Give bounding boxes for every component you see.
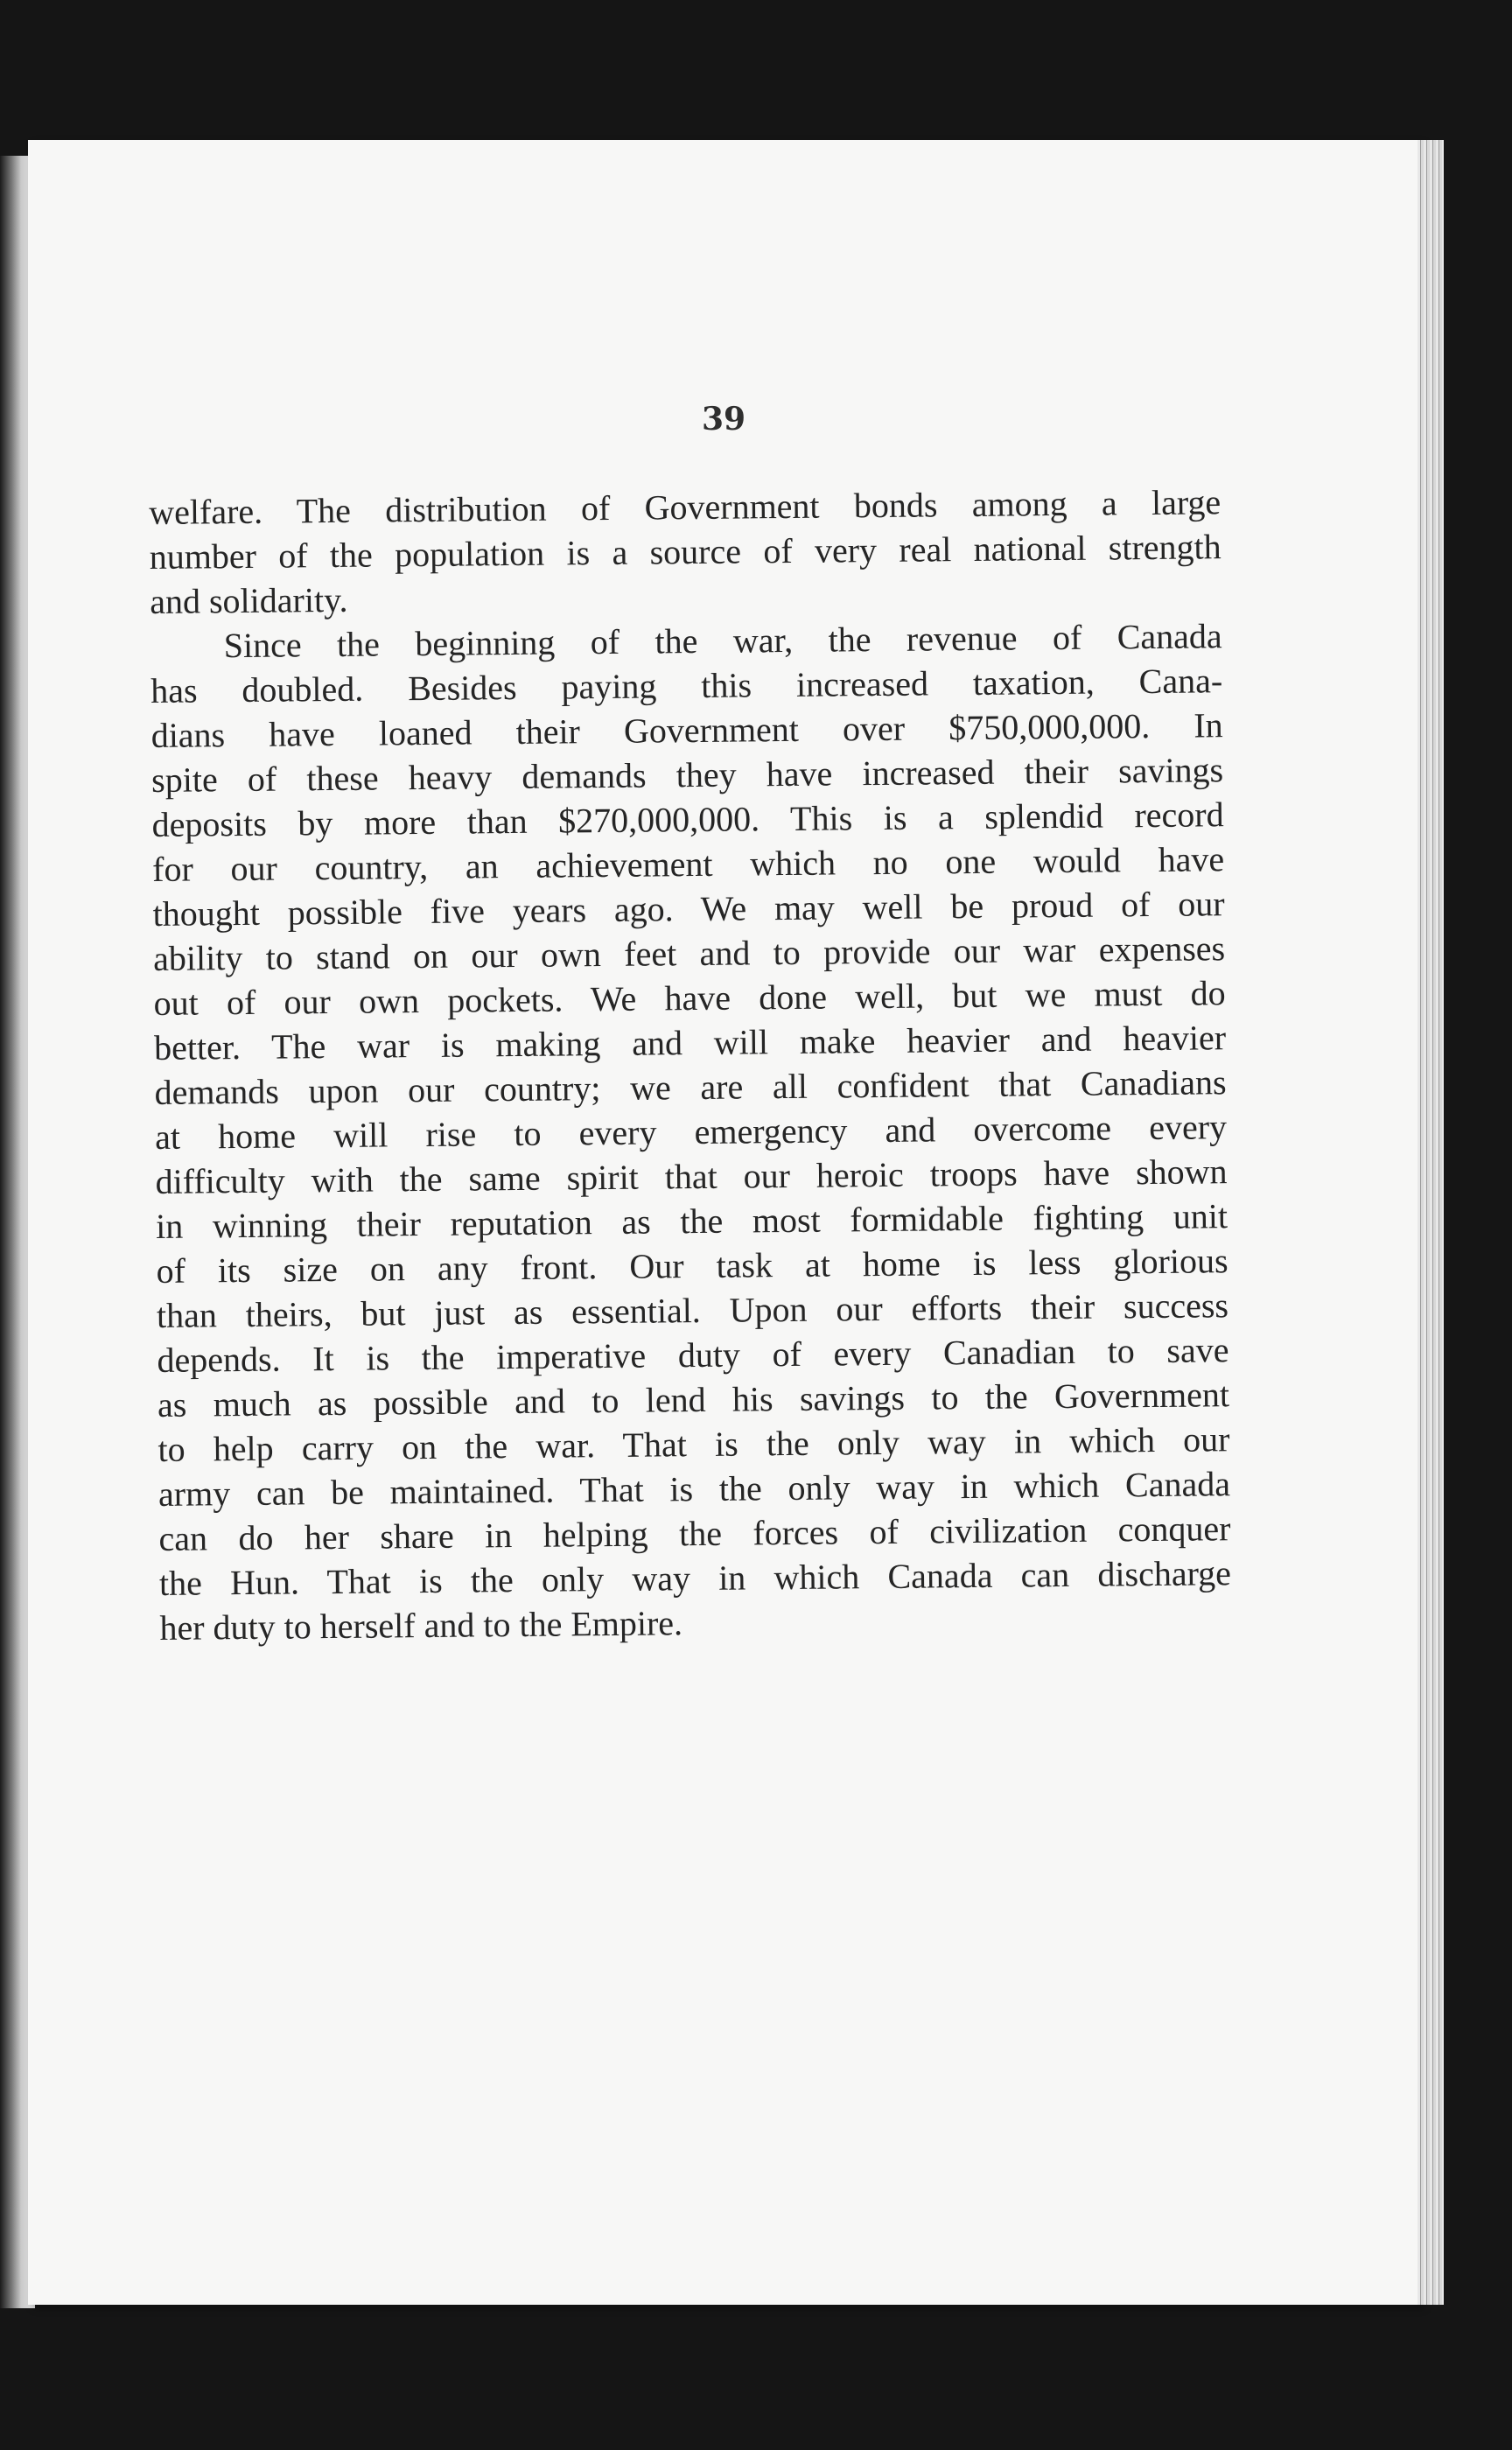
text-line: and solidarity. [150,579,348,621]
text-line: her duty to herself and to the Empire. [159,1603,683,1648]
text-line: as much as possible and to lend his savings to the Government [157,1375,1230,1424]
text-line: at home will rise to every emergency and overcome every [154,1107,1228,1157]
page-number: 39 [701,401,746,438]
text-line: in winning their reputation as the most formidable fighting unit [155,1196,1228,1246]
text-line: can do her share in helping the forces of civilization conquer [158,1508,1231,1558]
text-line: difficulty with the same spirit that our heroic troops have shown [155,1152,1228,1201]
text-line: spite of these heavy demands they have increased their savings [150,750,1224,800]
text-line: thought possible five years ago. We may well be proud of our [152,884,1225,934]
text-line: to help carry on the war. That is the only way in which our [158,1419,1230,1469]
text-line: number of the population is a source of very real national strength [149,527,1222,577]
text-line: army can be maintained. That is the only way in which Canada [158,1464,1231,1514]
page-sheet [28,140,1419,2305]
page-stack-edges [1418,140,1444,2305]
text-line: of its size on any front. Our task at home is less glorious [156,1241,1228,1291]
text-line: depends. It is the imperative duty of every Canadian to save [157,1330,1229,1380]
text-line: dians have loaned their Government over $750,000,000. In [150,705,1223,755]
text-line: out of our own pockets. We have done well, but we must do [153,973,1226,1023]
text-line: the Hun. That is the only way in which Canada can discharge [158,1553,1232,1603]
text-line: ability to stand on our own feet and to provide our war expenses [152,928,1226,978]
text-line: than theirs, but just as essential. Upon our efforts their success [156,1285,1229,1335]
text-line: Since the beginning of the war, the revenue of Canada [223,616,1222,666]
body-text [149,480,1232,1650]
text-line: has doubled. Besides paying this increased taxation, Cana- [150,661,1223,710]
text-line: for our country, an achievement which no one would have [151,839,1225,889]
text-line: deposits by more than $270,000,000. This is a splendid record [151,794,1224,844]
text-line: demands upon our country; we are all confident that Canadians [154,1062,1227,1112]
text-line: better. The war is making and will make heavier and heavier [153,1018,1227,1068]
text-line: welfare. The distribution of Government bonds among a large [149,482,1222,532]
